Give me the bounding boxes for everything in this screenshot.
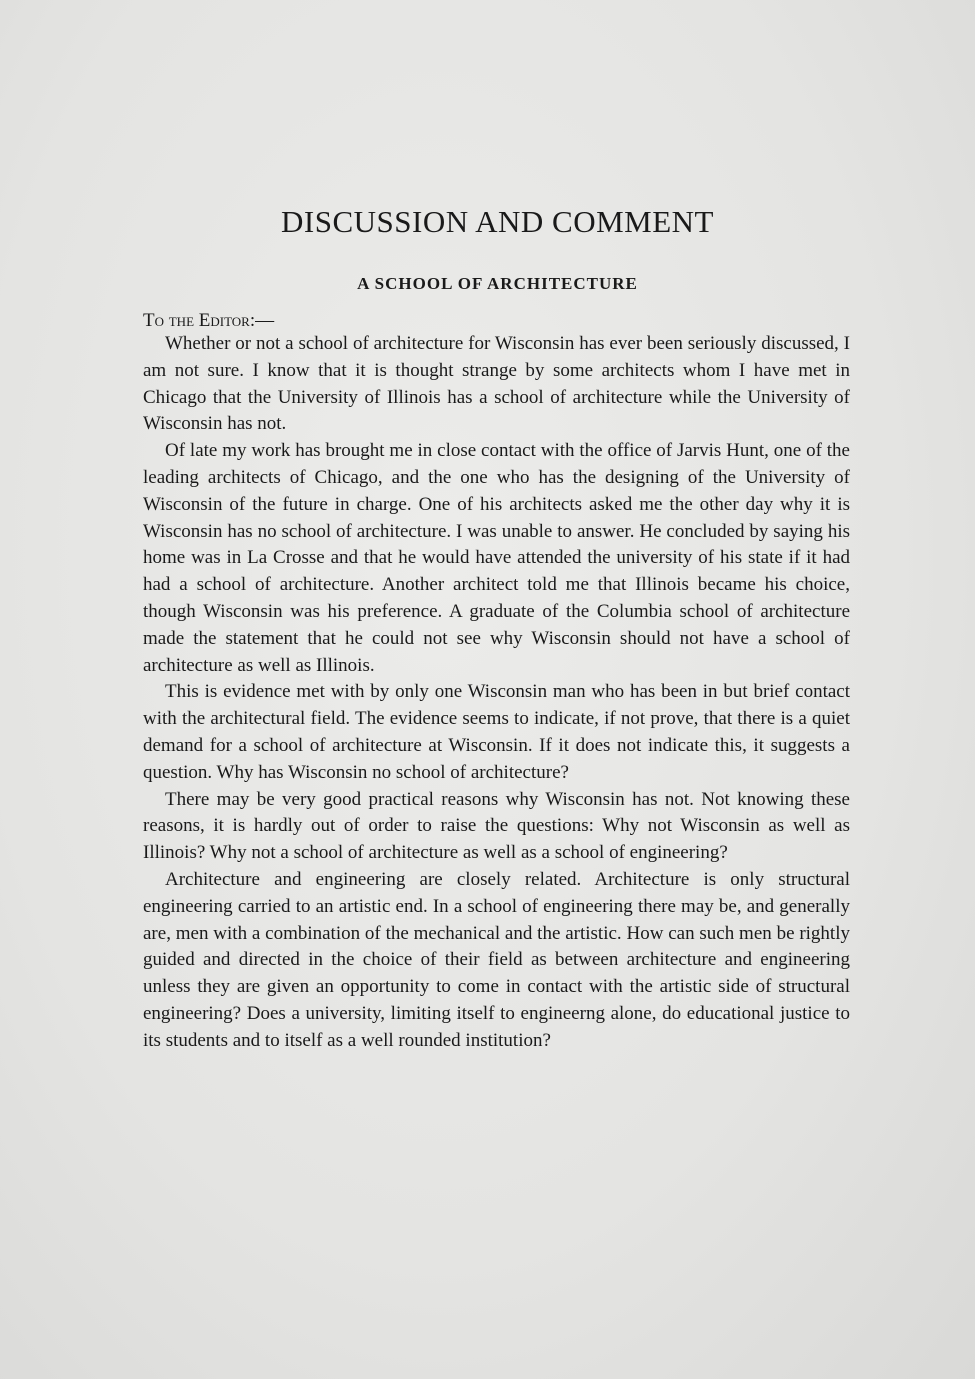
- paragraph: Whether or not a school of architecture for Wisconsin has ever been seriously discussed, I am not sure. I know that it is thought strange by some architects whom I have met in Chicago that the University of Illinois has a school of architecture while the University of Wisconsin has not.: [143, 333, 850, 435]
- paragraph: Of late my work has brought me in close contact with the office of Jarvis Hunt, one of the leading architects of Chicago, and the one who has the designing of the University of Wisconsin of the future in charge. One of his architects asked me the other day why it is Wisconsin has no school of architecture. I was unable to answer. He concluded by saying his home was in La Crosse and that he would have attended the university of his state if it had had a school of architecture. Another architect told me that Illinois became his choice, though Wisconsin was his preference. A graduate of the Columbia school of architecture made the statement that he could not see why Wisconsin should not have a school of architecture as well as Illinois.: [143, 440, 850, 676]
- salutation: To the Editor:—: [143, 310, 275, 331]
- article-title: A SCHOOL OF ARCHITECTURE: [357, 274, 638, 293]
- paragraph: This is evidence met with by only one Wisconsin man who has been in but brief contact with the architectural field. The evidence seems to indicate, if not prove, that there is a quiet demand for a school of architecture at Wisconsin. If it does not indicate this, it suggests a question. Why has Wisconsin no school of architecture?: [143, 681, 850, 783]
- paragraph: Architecture and engineering are closely related. Architecture is only structural engineering carried to an artistic end. In a school of engineering there may be, and generally are, men with a combination of the mechanical and the artistic. How can such men be rightly guided and directed in the choice of their field as between architecture and engineering unless they are given an opportunity to come in contact with the artistic side of structural engineering? Does a university, limiting itself to engineerng alone, do educational justice to its students and to itself as a well rounded institution?: [143, 868, 850, 1051]
- paragraph: There may be very good practical reasons why Wisconsin has not. Not knowing these reasons, it is hardly out of order to raise the questions: Why not Wisconsin as well as Illinois? Why not a school of architecture as well as a school of engineering?: [143, 788, 850, 864]
- article-body: [143, 331, 850, 1055]
- page-title: DISCUSSION AND COMMENT: [281, 204, 714, 239]
